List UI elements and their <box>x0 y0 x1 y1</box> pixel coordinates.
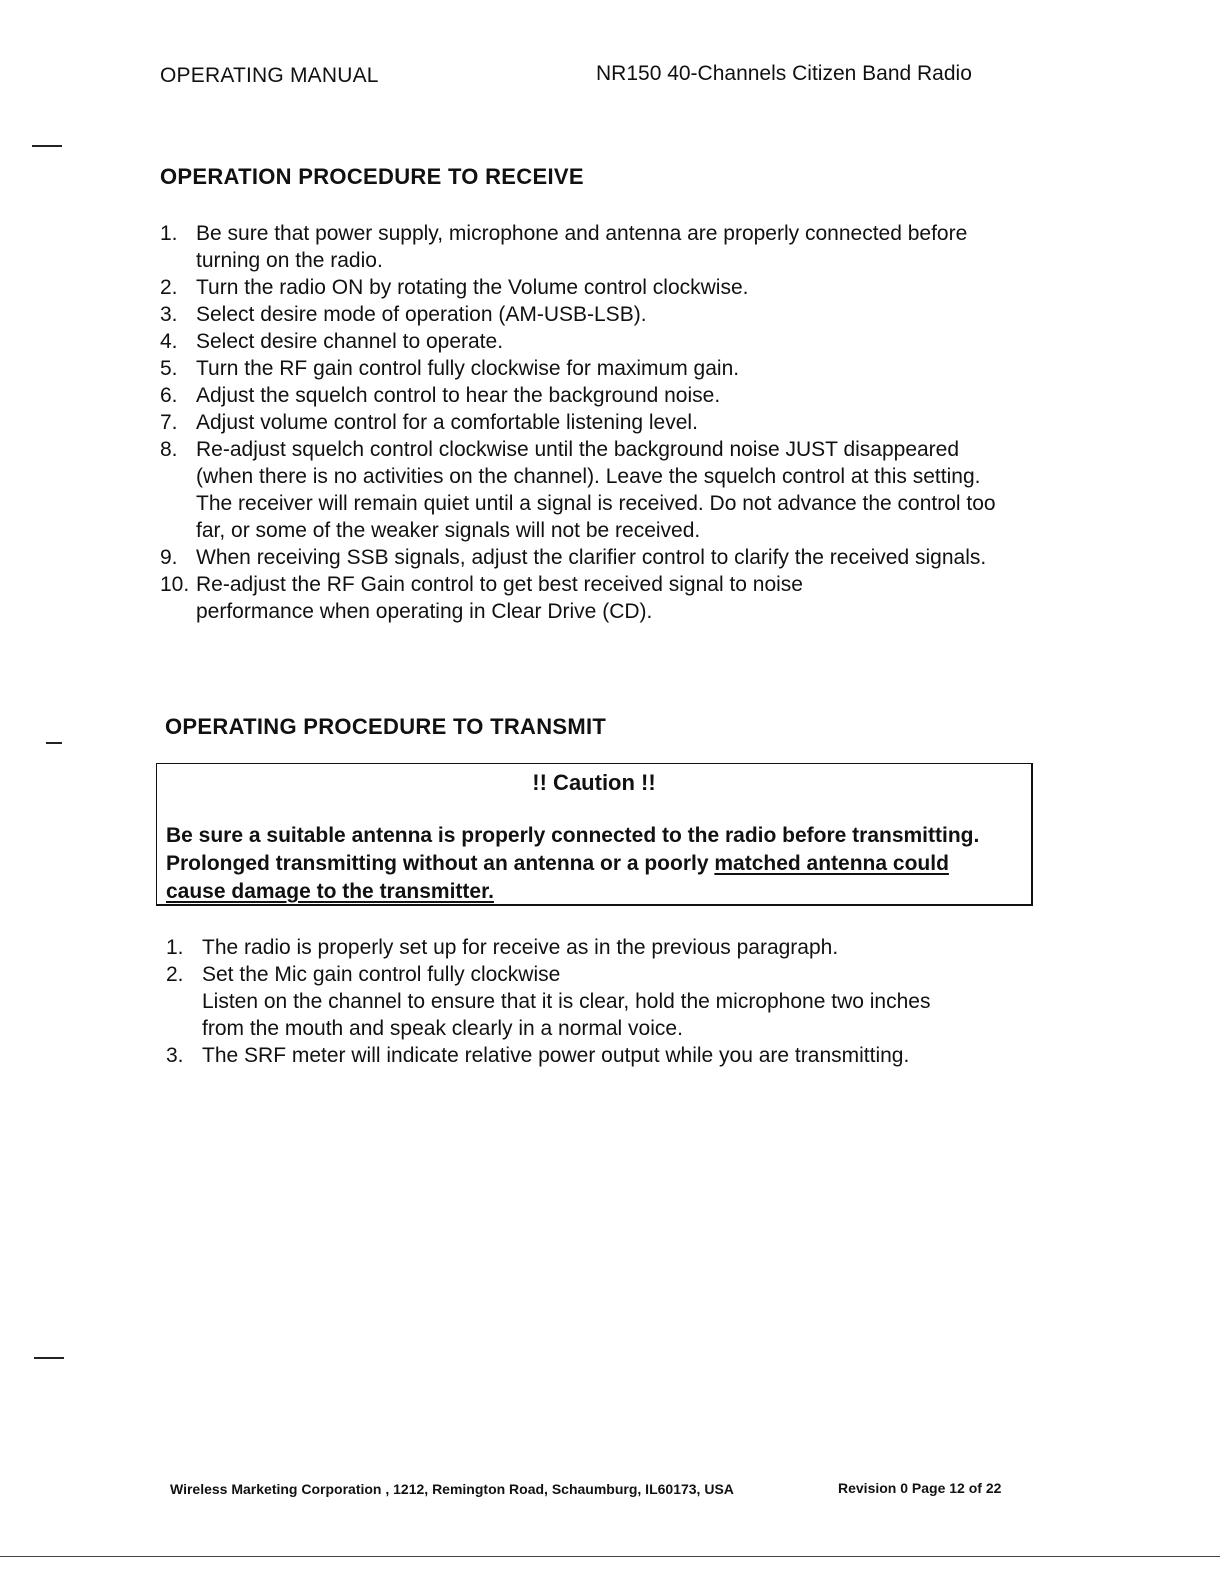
caution-text <box>166 822 1006 906</box>
list-item <box>166 934 1016 961</box>
step-number: 1. <box>166 936 184 959</box>
list-item <box>160 220 1020 274</box>
step-text: Re-adjust the RF Gain control to get best received signal to noise performance when operating in Clear Drive (CD). <box>196 573 803 623</box>
footer-company-address: Wireless Marketing Corporation , 1212, Remington Road, Schaumburg, IL60173, USA <box>170 1481 734 1497</box>
step-text-continuation: Listen on the channel to ensure that it is clear, hold the microphone two inches from the mouth and speak clearly in a normal voice. <box>202 990 931 1040</box>
caution-title: !! Caution !! <box>532 770 656 795</box>
step-text: When receiving SSB signals, adjust the clarifier control to clarify the received signals. <box>196 546 987 569</box>
transmit-section-title: OPERATING PROCEDURE TO TRANSMIT <box>165 714 607 739</box>
step-number: 2. <box>160 276 178 299</box>
step-text: Set the Mic gain control fully clockwise <box>202 963 561 986</box>
step-number: 3. <box>160 303 178 326</box>
list-item <box>160 355 1020 382</box>
list-item <box>166 961 1016 1042</box>
step-number: 8. <box>160 438 178 461</box>
step-text: Turn the RF gain control fully clockwise for maximum gain. <box>196 357 740 380</box>
list-item <box>160 274 1020 301</box>
list-item <box>160 409 1020 436</box>
caution-text-last-line: matched antenna could cause damage to the transmitter. <box>166 852 949 903</box>
list-item <box>160 436 1020 544</box>
header-manual-title: OPERATING MANUAL <box>160 64 379 87</box>
caution-box <box>156 763 1033 906</box>
step-number: 3. <box>166 1044 184 1067</box>
step-number: 1. <box>160 222 178 245</box>
step-text: Select desire mode of operation (AM-USB-LSB). <box>196 303 647 326</box>
list-item <box>166 1042 1016 1069</box>
list-item <box>160 571 1020 625</box>
step-text: Adjust the squelch control to hear the background noise. <box>196 384 721 407</box>
step-text: Select desire channel to operate. <box>196 330 504 353</box>
step-text: Be sure that power supply, microphone and antenna are properly connected before turning on the radio. <box>196 222 968 272</box>
step-text: The radio is properly set up for receive as in the previous paragraph. <box>202 936 839 959</box>
step-text: Turn the radio ON by rotating the Volume control clockwise. <box>196 276 749 299</box>
step-text: The SRF meter will indicate relative power output while you are transmitting. <box>202 1044 910 1067</box>
step-number: 2. <box>166 963 184 986</box>
scan-mark <box>32 145 62 147</box>
scan-mark <box>46 742 62 744</box>
step-number: 6. <box>160 384 178 407</box>
step-number: 9. <box>160 546 178 569</box>
list-item <box>160 328 1020 355</box>
transmit-steps-list <box>166 934 1016 1069</box>
list-item <box>160 382 1020 409</box>
list-item <box>160 544 1020 571</box>
header-product-title: NR150 40-Channels Citizen Band Radio <box>596 62 972 85</box>
step-number: 4. <box>160 330 178 353</box>
caution-text-main: Be sure a suitable antenna is properly connected to the radio before transmitting. Prolonged transmitting without an antenna or a poorly <box>166 824 980 875</box>
receive-steps-list <box>160 220 1020 625</box>
footer-page-info: Revision 0 Page 12 of 22 <box>838 1480 1002 1496</box>
step-number: 10. <box>160 573 190 596</box>
bottom-rule <box>0 1556 1220 1557</box>
step-number: 7. <box>160 411 178 434</box>
step-number: 5. <box>160 357 178 380</box>
step-text: Re-adjust squelch control clockwise until the background noise JUST disappeared (when there is no activities on the channel). Leave the squelch control at this setting. The receiver will remain quiet until a signal is received. Do not advance the control too far, or some of the weaker signals will not be received. <box>196 438 996 542</box>
scan-mark <box>34 1357 64 1359</box>
list-item <box>160 301 1020 328</box>
step-text: Adjust volume control for a comfortable listening level. <box>196 411 698 434</box>
receive-section-title: OPERATION PROCEDURE TO RECEIVE <box>160 164 584 189</box>
